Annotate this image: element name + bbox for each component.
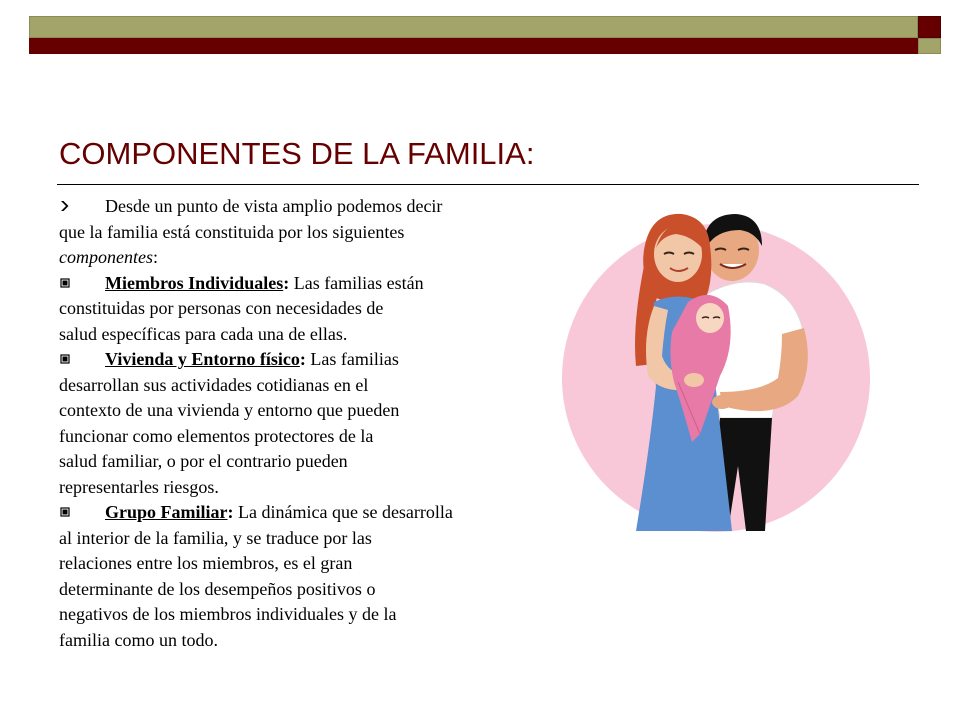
item-line: contexto de una vivienda y entorno que pueden xyxy=(59,400,400,420)
item-line: funcionar como elementos protectores de la xyxy=(59,425,374,446)
intro-line-1: Desde un punto de vista amplio podemos decir xyxy=(59,194,529,220)
item-line: salud familiar, o por el contrario pueden xyxy=(59,451,348,471)
arrow-bullet-icon xyxy=(59,199,105,213)
item-grupo-first-line: Grupo Familiar: La dinámica que se desarrolla xyxy=(59,500,529,526)
square-bullet-icon xyxy=(59,505,105,519)
header-square-olive xyxy=(918,38,941,54)
title-rule xyxy=(57,184,919,185)
item-line: constituidas por personas con necesidades de xyxy=(59,298,384,318)
item-term: Miembros Individuales xyxy=(105,272,284,293)
intro-line-3: componentes: xyxy=(59,247,158,267)
header-square-maroon xyxy=(918,16,941,38)
header-bar-maroon xyxy=(29,38,918,54)
header-bar-olive xyxy=(29,16,918,38)
item-line: determinante de los desempeños positivos o xyxy=(59,578,376,599)
item-miembros-first-line: Miembros Individuales: Las familias están xyxy=(59,271,529,297)
intro-line-2: que la familia está constituida por los siguientes xyxy=(59,221,405,242)
item-line: desarrollan sus actividades cotidianas en el xyxy=(59,374,369,395)
item-line: salud específicas para cada una de ellas. xyxy=(59,323,348,344)
item-line: relaciones entre los miembros, es el gran xyxy=(59,553,353,573)
square-bullet-icon xyxy=(59,276,105,290)
item-vivienda-first-line: Vivienda y Entorno físico: Las familias xyxy=(59,347,529,373)
item-line: negativos de los miembros individuales y de la xyxy=(59,604,397,624)
family-illustration xyxy=(560,206,872,536)
item-line: al interior de la familia, y se traduce por las xyxy=(59,527,372,548)
square-bullet-icon xyxy=(59,352,105,366)
slide-title: COMPONENTES DE LA FAMILIA: xyxy=(59,136,535,171)
slide-body xyxy=(59,194,529,653)
item-term: Grupo Familiar xyxy=(105,502,228,522)
item-line: representarles riesgos. xyxy=(59,476,219,497)
item-term: Vivienda y Entorno físico xyxy=(105,349,300,369)
item-line: familia como un todo. xyxy=(59,629,218,650)
